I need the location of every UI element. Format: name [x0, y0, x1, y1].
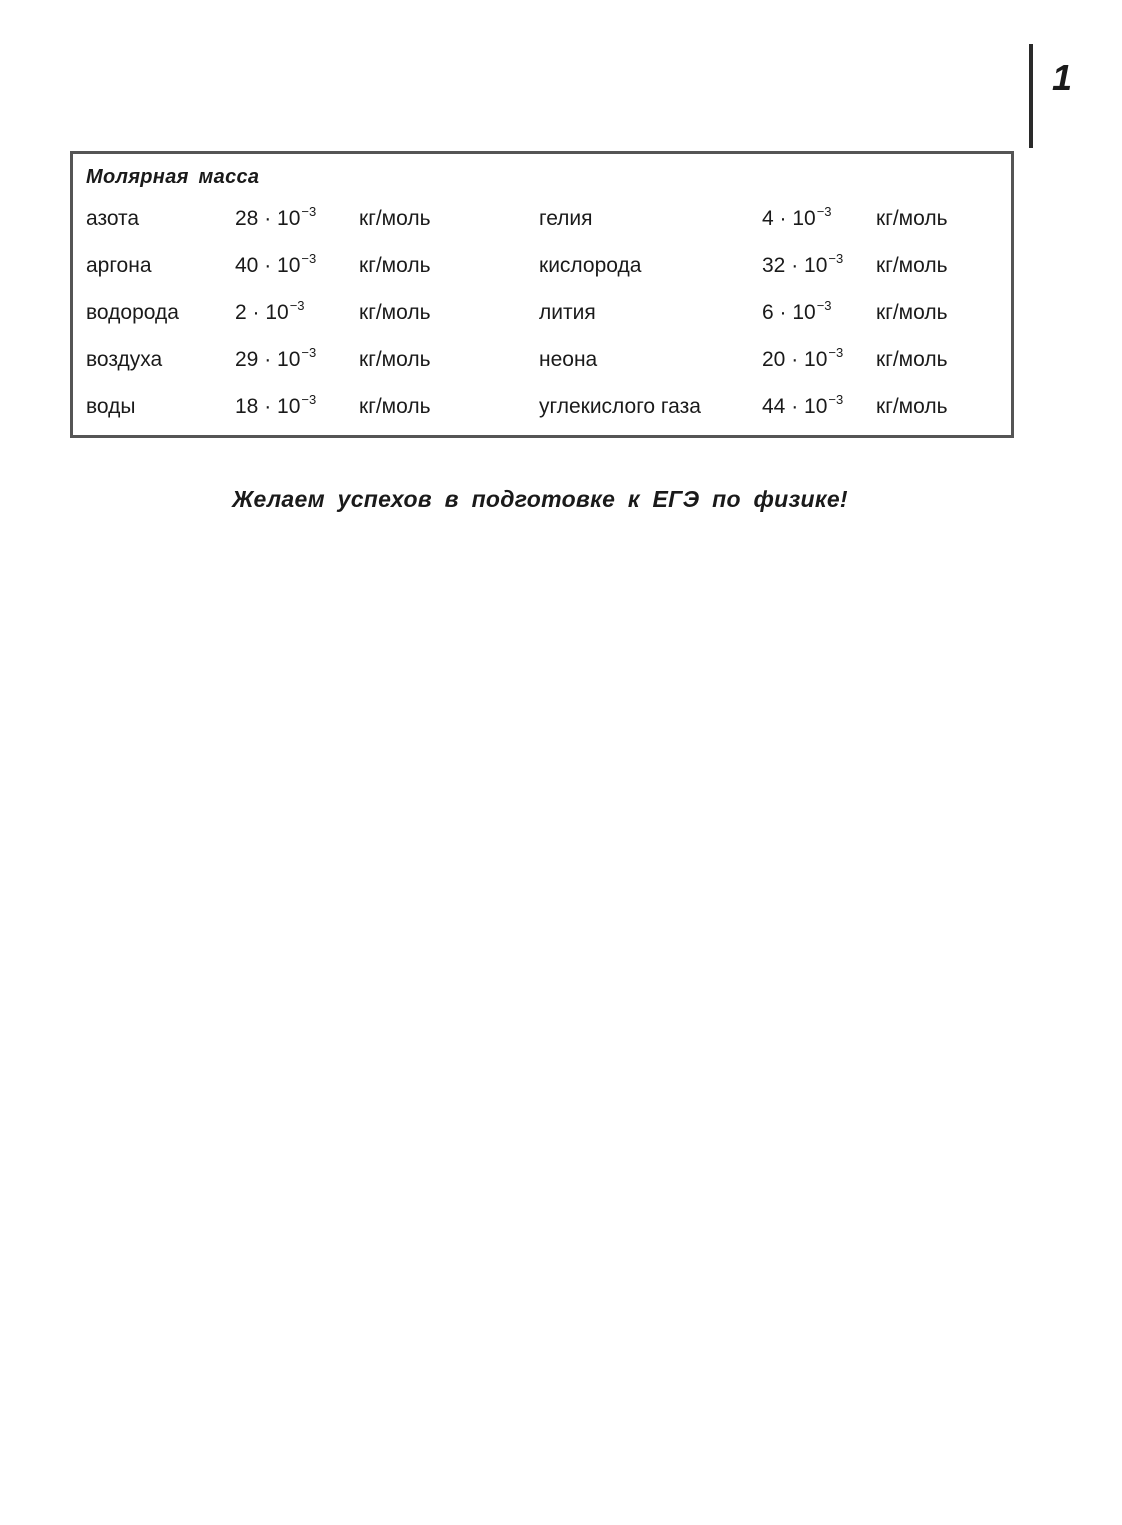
molar-mass-value: $44 \cdot 10^{-3}$: [762, 392, 844, 418]
substance-name: воздуха: [86, 348, 163, 371]
substance-name: неона: [539, 348, 598, 371]
molar-mass-value: $2 \cdot 10^{-3}$: [235, 298, 305, 324]
molar-mass-table: [70, 151, 1014, 438]
unit-label: кг/моль: [876, 207, 948, 230]
molar-mass-value: $29 \cdot 10^{-3}$: [235, 345, 317, 371]
molar-mass-value: $4 \cdot 10^{-3}$: [762, 204, 832, 230]
molar-mass-value: $28 \cdot 10^{-3}$: [235, 204, 317, 230]
table-row: [73, 204, 1011, 237]
page-edge-bar: [1029, 44, 1033, 148]
substance-name: аргона: [86, 254, 152, 277]
unit-label: кг/моль: [876, 348, 948, 371]
unit-label: кг/моль: [359, 207, 431, 230]
unit-label: кг/моль: [359, 348, 431, 371]
table-row: [73, 298, 1011, 331]
substance-name: водорода: [86, 301, 179, 324]
table-row: [73, 251, 1011, 284]
table-row: [73, 345, 1011, 378]
table-title: Молярная масса: [86, 166, 260, 188]
molar-mass-value: $40 \cdot 10^{-3}$: [235, 251, 317, 277]
unit-label: кг/моль: [876, 395, 948, 418]
substance-name: лития: [539, 301, 596, 324]
unit-label: кг/моль: [359, 301, 431, 324]
substance-name: азота: [86, 207, 140, 230]
unit-label: кг/моль: [359, 395, 431, 418]
unit-label: кг/моль: [876, 301, 948, 324]
unit-label: кг/моль: [359, 254, 431, 277]
unit-label: кг/моль: [876, 254, 948, 277]
molar-mass-value: $32 \cdot 10^{-3}$: [762, 251, 844, 277]
molar-mass-value: $18 \cdot 10^{-3}$: [235, 392, 317, 418]
closing-message: Желаем успехов в подготовке к ЕГЭ по физике!: [232, 486, 848, 512]
substance-name: гелия: [539, 207, 593, 230]
table-row: [73, 392, 1011, 425]
substance-name: кислорода: [539, 254, 642, 277]
substance-name: углекислого газа: [539, 395, 701, 418]
molar-mass-value: $6 \cdot 10^{-3}$: [762, 298, 832, 324]
substance-name: воды: [86, 395, 136, 418]
molar-mass-value: $20 \cdot 10^{-3}$: [762, 345, 844, 371]
page-number: 1: [1052, 57, 1073, 98]
